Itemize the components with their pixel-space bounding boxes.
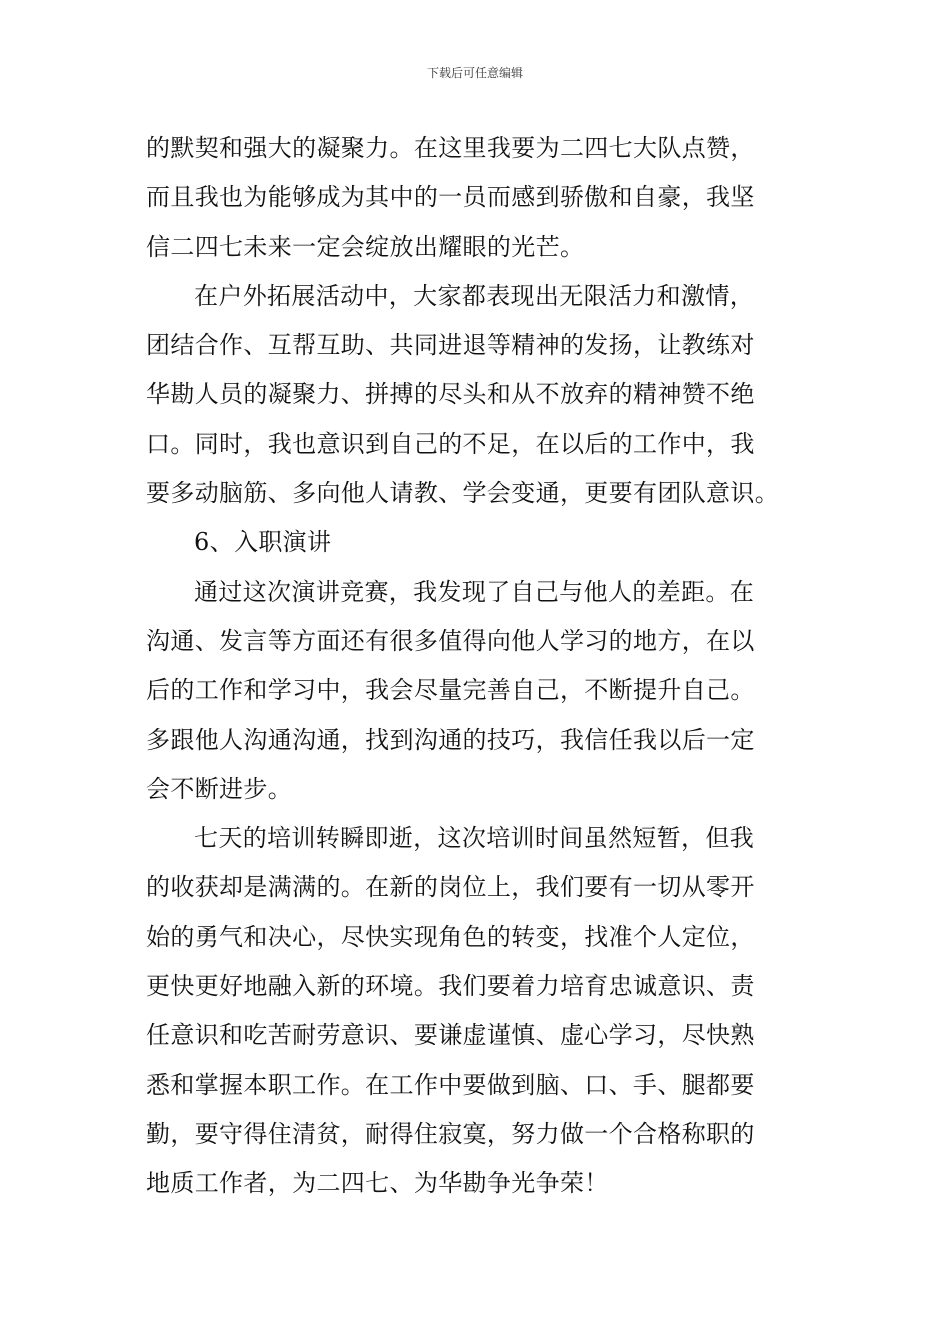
text-line: 要多动脑筋、多向他人请教、学会变通，更要有团队意识。 xyxy=(146,479,780,508)
text-line: 会不断进步。 xyxy=(146,774,293,803)
text-line: 七天的培训转瞬即逝，这次培训时间虽然短暂，但我 xyxy=(194,824,755,853)
text-line: 的默契和强大的凝聚力。在这里我要为二四七大队点赞， xyxy=(146,134,755,162)
text-line: 通过这次演讲竞赛，我发现了自己与他人的差距。在 xyxy=(194,577,755,606)
text-line: 任意识和吃苦耐劳意识、要谦虚谨慎、虚心学习，尽快熟 xyxy=(146,1021,755,1050)
text-line: 的收获却是满满的。在新的岗位上，我们要有一切从零开 xyxy=(146,873,755,902)
text-line: 多跟他人沟通沟通，找到沟通的技巧，我信任我以后一定 xyxy=(146,725,755,754)
text-line: 信二四七未来一定会绽放出耀眼的光芒。 xyxy=(146,232,585,261)
text-line: 华勘人员的凝聚力、拼搏的尽头和从不放弃的精神赞不绝 xyxy=(146,380,755,409)
text-line: 勤，要守得住清贫，耐得住寂寞，努力做一个合格称职的 xyxy=(146,1119,755,1148)
text-line: 始的勇气和决心，尽快实现角色的转变，找准个人定位， xyxy=(146,922,755,951)
document-body xyxy=(146,124,806,1209)
section-heading: 6、入职演讲 xyxy=(194,528,332,557)
text-line: 后的工作和学习中，我会尽量完善自己，不断提升自己。 xyxy=(146,676,755,705)
text-line: 团结合作、互帮互助、共同进退等精神的发扬，让教练对 xyxy=(146,331,755,360)
text-line: 口。同时，我也意识到自己的不足，在以后的工作中，我 xyxy=(146,429,755,458)
text-line: 悉和掌握本职工作。在工作中要做到脑、口、手、腿都要 xyxy=(146,1070,755,1099)
text-line: 而且我也为能够成为其中的一员而感到骄傲和自豪，我坚 xyxy=(146,183,755,212)
text-line: 地质工作者，为二四七、为华勘争光争荣！ xyxy=(146,1169,609,1198)
text-line: 在户外拓展活动中，大家都表现出无限活力和激情， xyxy=(194,281,755,310)
text-line: 更快更好地融入新的环境。我们要着力培育忠诚意识、责 xyxy=(146,972,755,1001)
page-header: 下载后可任意编辑 xyxy=(426,66,523,80)
text-line: 沟通、发言等方面还有很多值得向他人学习的地方，在以 xyxy=(146,626,755,655)
